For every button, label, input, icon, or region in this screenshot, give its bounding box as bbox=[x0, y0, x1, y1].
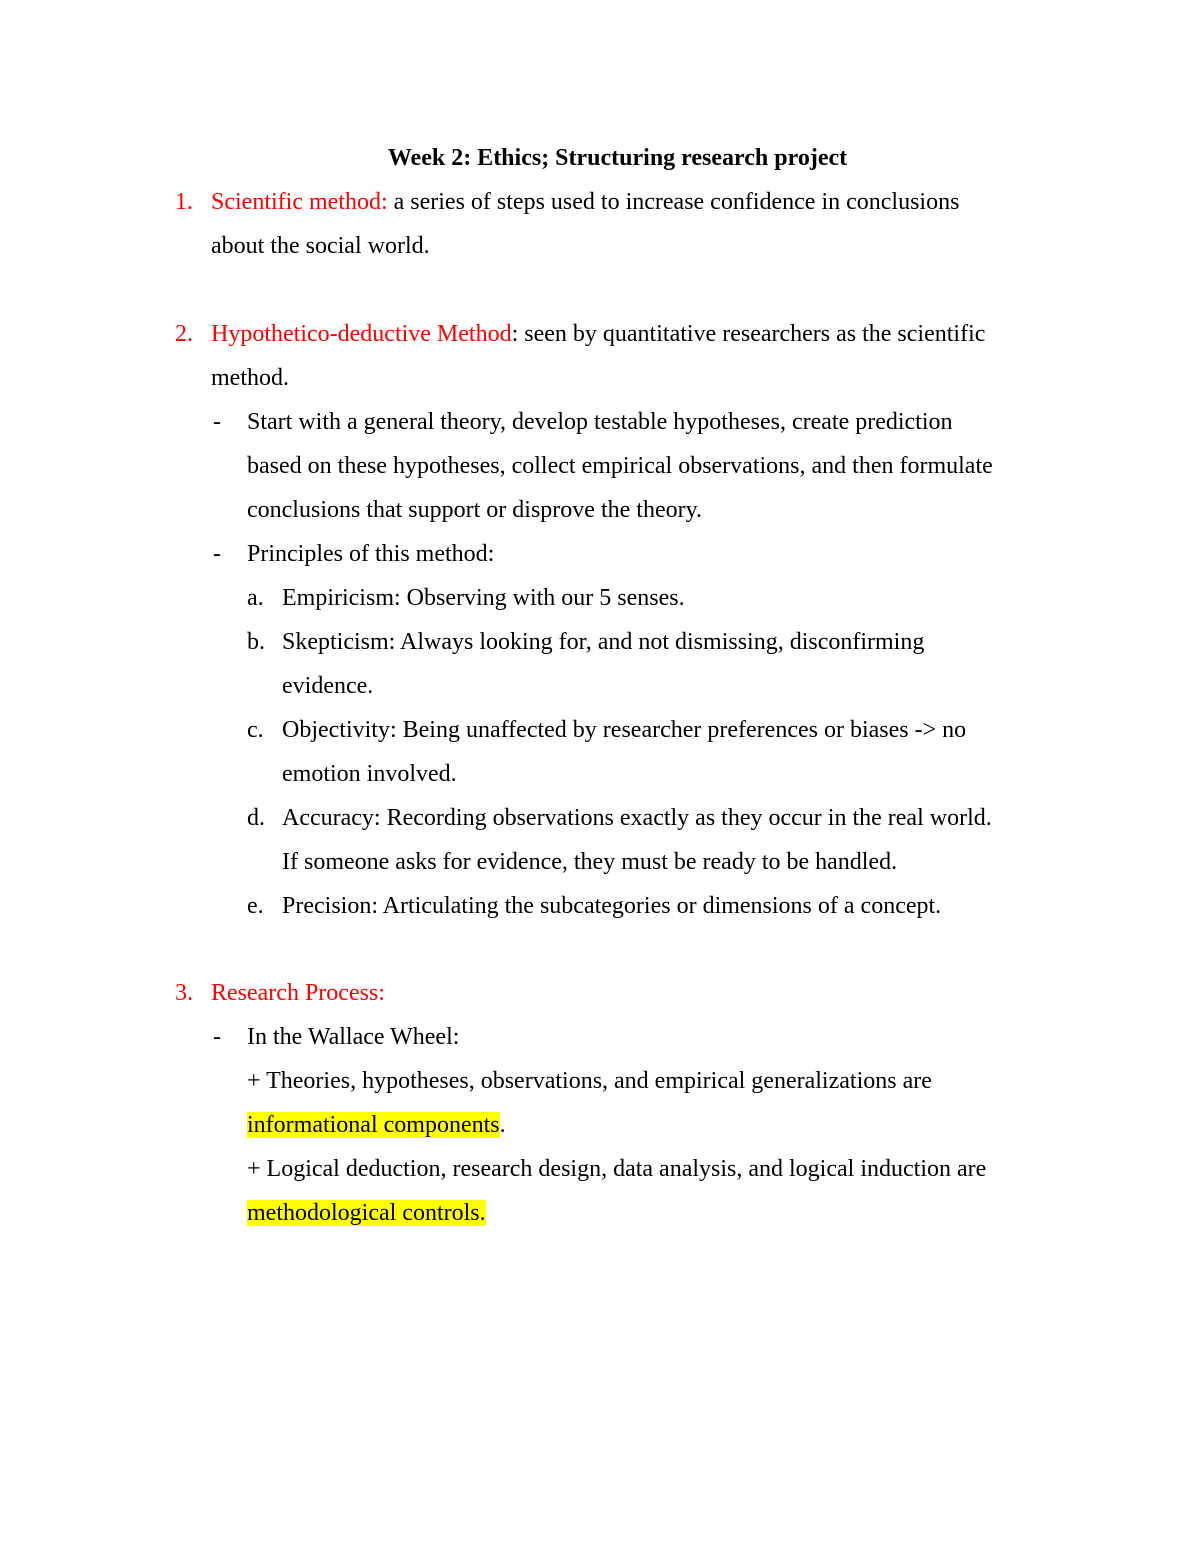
principle-letter: d. bbox=[247, 805, 265, 831]
principle-letter: b. bbox=[247, 629, 265, 655]
page-title: Week 2: Ethics; Structuring research project bbox=[387, 145, 848, 171]
principle-skepticism: Skepticism: Always looking for, and not dismissing, disconfirming bbox=[282, 629, 925, 655]
plus-item-line bbox=[247, 1109, 506, 1141]
item-definition: a series of steps used to increase confidence in conclusions bbox=[387, 189, 960, 215]
principle-letter: a. bbox=[247, 585, 264, 611]
plus-item-line: + Logical deduction, research design, data analysis, and logical induction are bbox=[247, 1156, 987, 1182]
item-continuation: about the social world. bbox=[211, 233, 430, 259]
plus-item-line bbox=[247, 1197, 486, 1229]
principle-empiricism: Empiricism: Observing with our 5 senses. bbox=[282, 585, 685, 611]
principle-accuracy: Accuracy: Recording observations exactly as they occur in the real world. bbox=[282, 805, 992, 831]
principle-objectivity: Objectivity: Being unaffected by researcher preferences or biases -> no bbox=[282, 717, 967, 743]
principle-skepticism-cont: evidence. bbox=[282, 673, 374, 699]
item-term: Research Process: bbox=[211, 980, 385, 1006]
bullet-marker: - bbox=[213, 541, 221, 567]
principle-letter: e. bbox=[247, 893, 264, 919]
bullet-marker: - bbox=[213, 1024, 221, 1050]
item-term: Scientific method: bbox=[211, 189, 388, 215]
bullet-text: Principles of this method: bbox=[247, 541, 495, 567]
item-term: Hypothetico-deductive Method bbox=[211, 321, 512, 347]
bullet-text: based on these hypotheses, collect empirical observations, and then formulate bbox=[247, 453, 993, 479]
item-first-line bbox=[211, 318, 985, 350]
principle-letter: c. bbox=[247, 717, 264, 743]
highlighted-term: methodological controls. bbox=[247, 1200, 486, 1226]
principle-accuracy-cont: If someone asks for evidence, they must be ready to be handled. bbox=[282, 849, 898, 875]
item-number: 1. bbox=[175, 189, 193, 215]
bullet-marker: - bbox=[213, 409, 221, 435]
item-number: 2. bbox=[175, 321, 193, 347]
principle-precision: Precision: Articulating the subcategories or dimensions of a concept. bbox=[282, 893, 942, 919]
bullet-text: conclusions that support or disprove the theory. bbox=[247, 497, 703, 523]
bullet-text: Start with a general theory, develop testable hypotheses, create prediction bbox=[247, 409, 953, 435]
highlighted-term: informational components bbox=[247, 1112, 500, 1138]
item-first-line bbox=[211, 186, 959, 218]
item-number: 3. bbox=[175, 980, 193, 1006]
bullet-text: In the Wallace Wheel: bbox=[247, 1024, 460, 1050]
trailing-punctuation: . bbox=[499, 1112, 506, 1138]
item-definition: : seen by quantitative researchers as the scientific bbox=[511, 321, 986, 347]
item-continuation: method. bbox=[211, 365, 289, 391]
plus-item-line: + Theories, hypotheses, observations, and empirical generalizations are bbox=[247, 1068, 932, 1094]
principle-objectivity-cont: emotion involved. bbox=[282, 761, 457, 787]
